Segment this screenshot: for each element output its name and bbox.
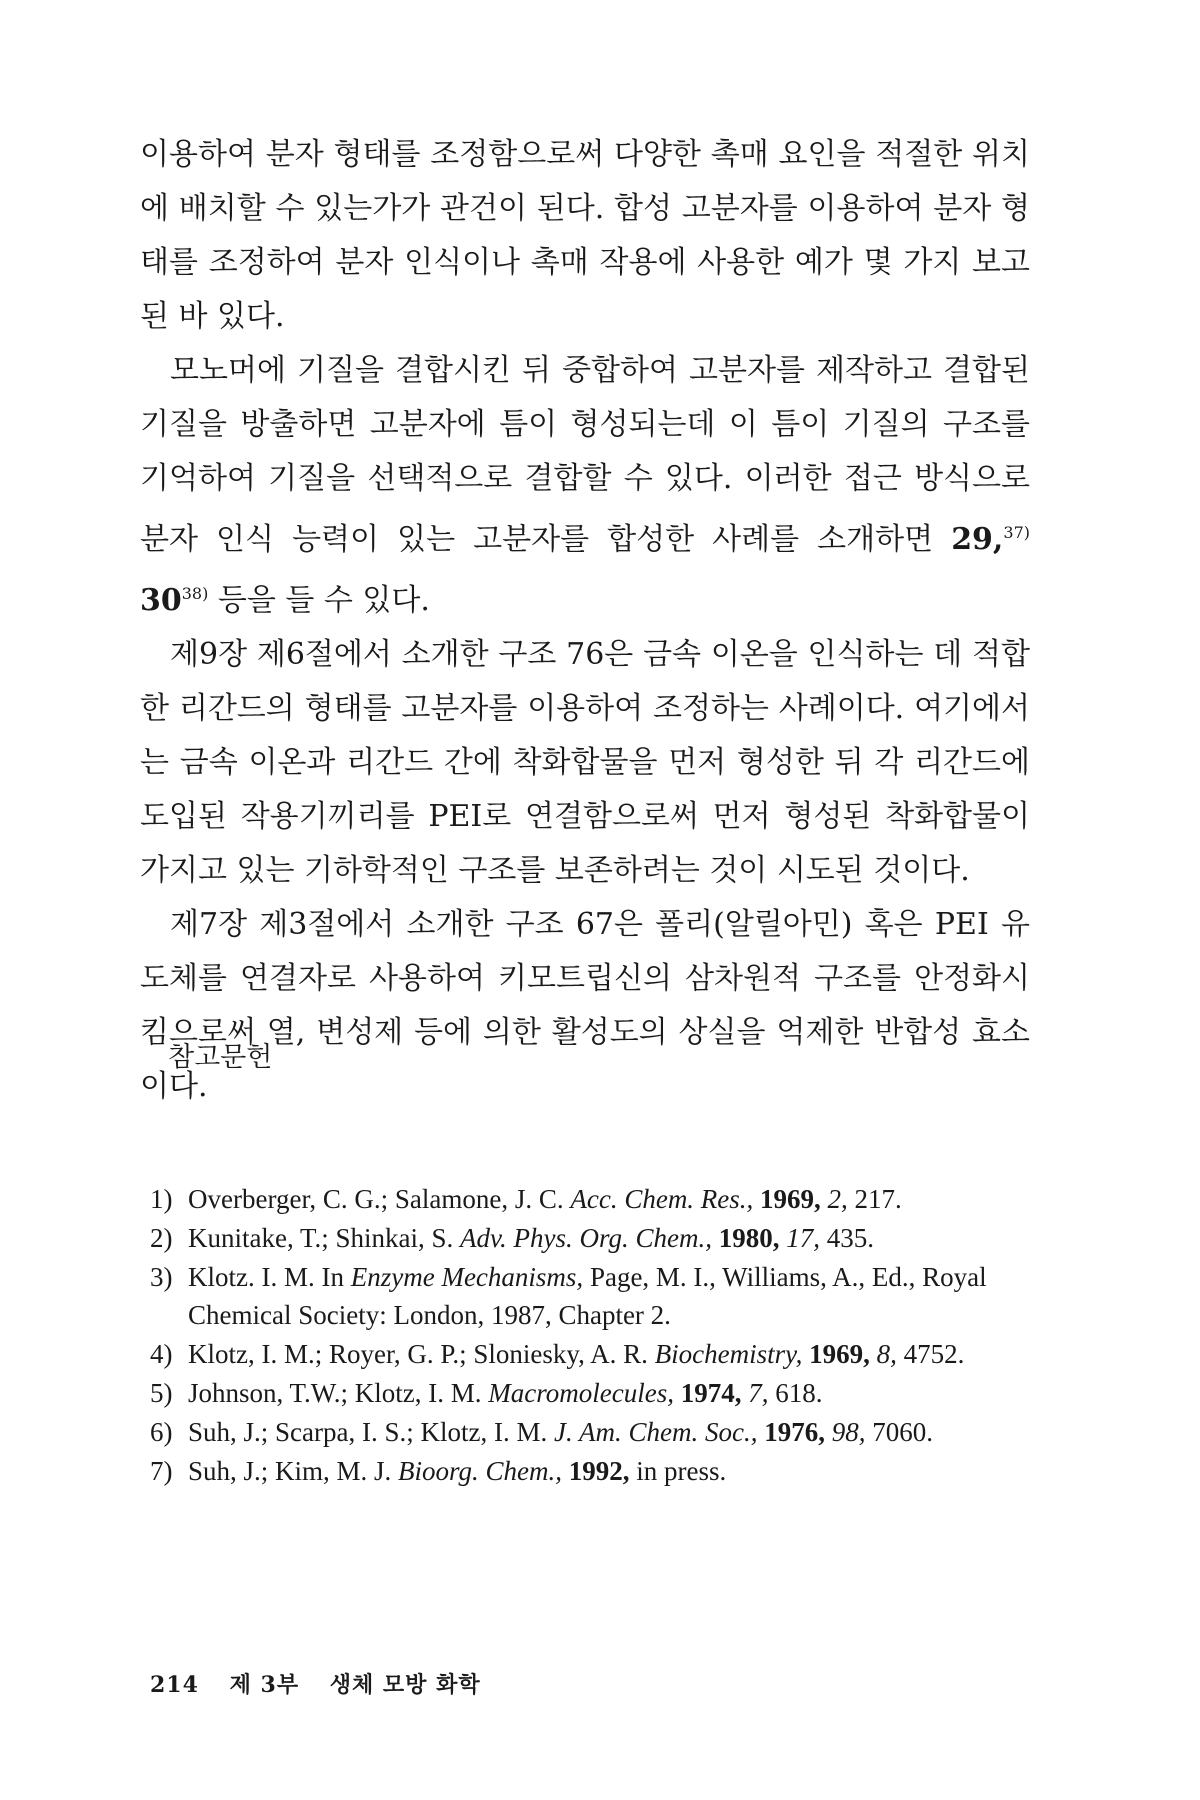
reference-pages: 435. xyxy=(819,1223,874,1253)
paragraph-3: 제9장 제6절에서 소개한 구조 76은 금속 이온을 인식하는 데 적합한 리간드의 형태를 고분자를 이용하여 조정하는 사례이다. 여기에서는 금속 이온과 리간드 간에 착화합물을 먼저 형성한 뒤 각 리간드에 도입된 작용기끼리를 PEI로 연결함으로써 먼저 형성된 착화합물이 가지고 있는 기하학적인 구조를 보존하려는 것이 시도된 것이다. xyxy=(140,637,1030,888)
paragraph-2-end: 등을 들 수 있다. xyxy=(208,583,430,618)
part-label: 제 3부 xyxy=(229,1672,300,1698)
reference-journal: Acc. Chem. Res., xyxy=(570,1184,754,1214)
reference-text xyxy=(188,1258,1030,1334)
reference-volume: 2, xyxy=(820,1184,848,1214)
footnote-38: 38) xyxy=(181,584,209,603)
reference-pages: 217. xyxy=(847,1184,902,1214)
reference-authors: Klotz, I. M.; Royer, G. P.; Sloniesky, A. R. xyxy=(188,1339,655,1369)
reference-authors: Suh, J.; Scarpa, I. S.; Klotz, I. M. xyxy=(188,1417,554,1447)
references-list xyxy=(150,1180,1030,1491)
reference-pages: 618. xyxy=(768,1378,823,1408)
reference-text xyxy=(188,1219,1030,1257)
footnote-37: 37) xyxy=(1003,523,1030,542)
paragraph-1: 이용하여 분자 형태를 조정함으로써 다양한 촉매 요인을 적절한 위치에 배치할 수 있는가가 관건이 된다. 합성 고분자를 이용하여 분자 형태를 조정하여 분자 인식이나 촉매 작용에 사용한 예가 몇 가지 보고된 바 있다. xyxy=(140,137,1030,334)
reference-volume: 8, xyxy=(869,1339,897,1369)
reference-authors: Overberger, C. G.; Salamone, J. C. xyxy=(188,1184,571,1214)
reference-journal: Adv. Phys. Org. Chem., xyxy=(460,1223,712,1253)
reference-item xyxy=(150,1413,1030,1451)
reference-item xyxy=(150,1180,1030,1218)
reference-pages: in press. xyxy=(629,1456,727,1486)
running-title: 생체 모방 화학 xyxy=(329,1672,481,1698)
reference-item xyxy=(150,1258,1030,1334)
reference-authors: Klotz. I. M. In xyxy=(188,1262,351,1292)
reference-year: 1980, xyxy=(711,1223,780,1253)
reference-number: 1) xyxy=(150,1184,173,1214)
reference-item xyxy=(150,1335,1030,1373)
reference-number: 3) xyxy=(150,1262,173,1292)
reference-number: 2) xyxy=(150,1223,173,1253)
reference-authors: Kunitake, T.; Shinkai, S. xyxy=(188,1223,460,1253)
reference-volume: 7, xyxy=(741,1378,769,1408)
reference-number: 6) xyxy=(150,1417,173,1447)
reference-journal: Macromolecules, xyxy=(488,1378,674,1408)
reference-year: 1969, xyxy=(802,1339,870,1369)
reference-item xyxy=(150,1374,1030,1412)
reference-number: 4) xyxy=(150,1339,173,1369)
citation-30: 30 xyxy=(140,583,182,618)
reference-book-title: Enzyme Mechanisms, xyxy=(350,1262,584,1292)
reference-year: 1976, xyxy=(757,1417,825,1447)
reference-number: 5) xyxy=(150,1378,173,1408)
reference-number: 7) xyxy=(150,1456,173,1486)
references-heading: 참고문헌 xyxy=(168,1042,273,1073)
reference-item xyxy=(150,1219,1030,1257)
reference-volume: 17, xyxy=(779,1223,820,1253)
reference-year: 1974, xyxy=(673,1378,742,1408)
reference-journal: J. Am. Chem. Soc., xyxy=(553,1417,758,1447)
paragraph-2-text: 모노머에 기질을 결합시킨 뒤 중합하여 고분자를 제작하고 결합된 기질을 방출하면 고분자에 틈이 형성되는데 이 틈이 기질의 구조를 기억하여 기질을 선택적으로 결합할 수 있다. 이러한 접근 방식으로 분자 인식 능력이 있는 고분자를 합성한 사례를 소개하면 xyxy=(140,353,1030,557)
reference-text xyxy=(188,1452,1030,1490)
reference-text xyxy=(188,1180,1030,1218)
citation-29: 29, xyxy=(951,522,1004,557)
body-text xyxy=(140,128,1030,1114)
reference-journal: Biochemistry, xyxy=(654,1339,803,1369)
reference-pages: 7060. xyxy=(865,1417,933,1447)
reference-journal: Bioorg. Chem., xyxy=(398,1456,563,1486)
reference-authors: Suh, J.; Kim, M. J. xyxy=(188,1456,399,1486)
reference-volume: 98, xyxy=(824,1417,866,1447)
reference-year: 1992, xyxy=(562,1456,630,1486)
reference-text xyxy=(188,1374,1030,1412)
reference-text xyxy=(188,1413,1030,1451)
reference-pages: 4752. xyxy=(896,1339,965,1369)
reference-authors: Johnson, T.W.; Klotz, I. M. xyxy=(188,1378,489,1408)
page-number: 214 xyxy=(150,1672,199,1698)
reference-year: 1969, xyxy=(753,1184,821,1214)
reference-item xyxy=(150,1452,1030,1490)
page-footer xyxy=(150,1668,503,1699)
reference-details: Page, M. I., Williams, A., Ed., Royal Chemical Society: London, 1987, Chapter 2. xyxy=(188,1262,987,1330)
paragraph-4: 제7장 제3절에서 소개한 구조 67은 폴리(알릴아민) 혹은 PEI 유도체를 연결자로 사용하여 키모트립신의 삼차원적 구조를 안정화시킴으로써 열, 변성제 등에 의한 활성도의 상실을 억제한 반합성 효소이다. xyxy=(140,907,1030,1104)
paragraph-2 xyxy=(140,344,1030,628)
reference-text xyxy=(188,1335,1030,1373)
